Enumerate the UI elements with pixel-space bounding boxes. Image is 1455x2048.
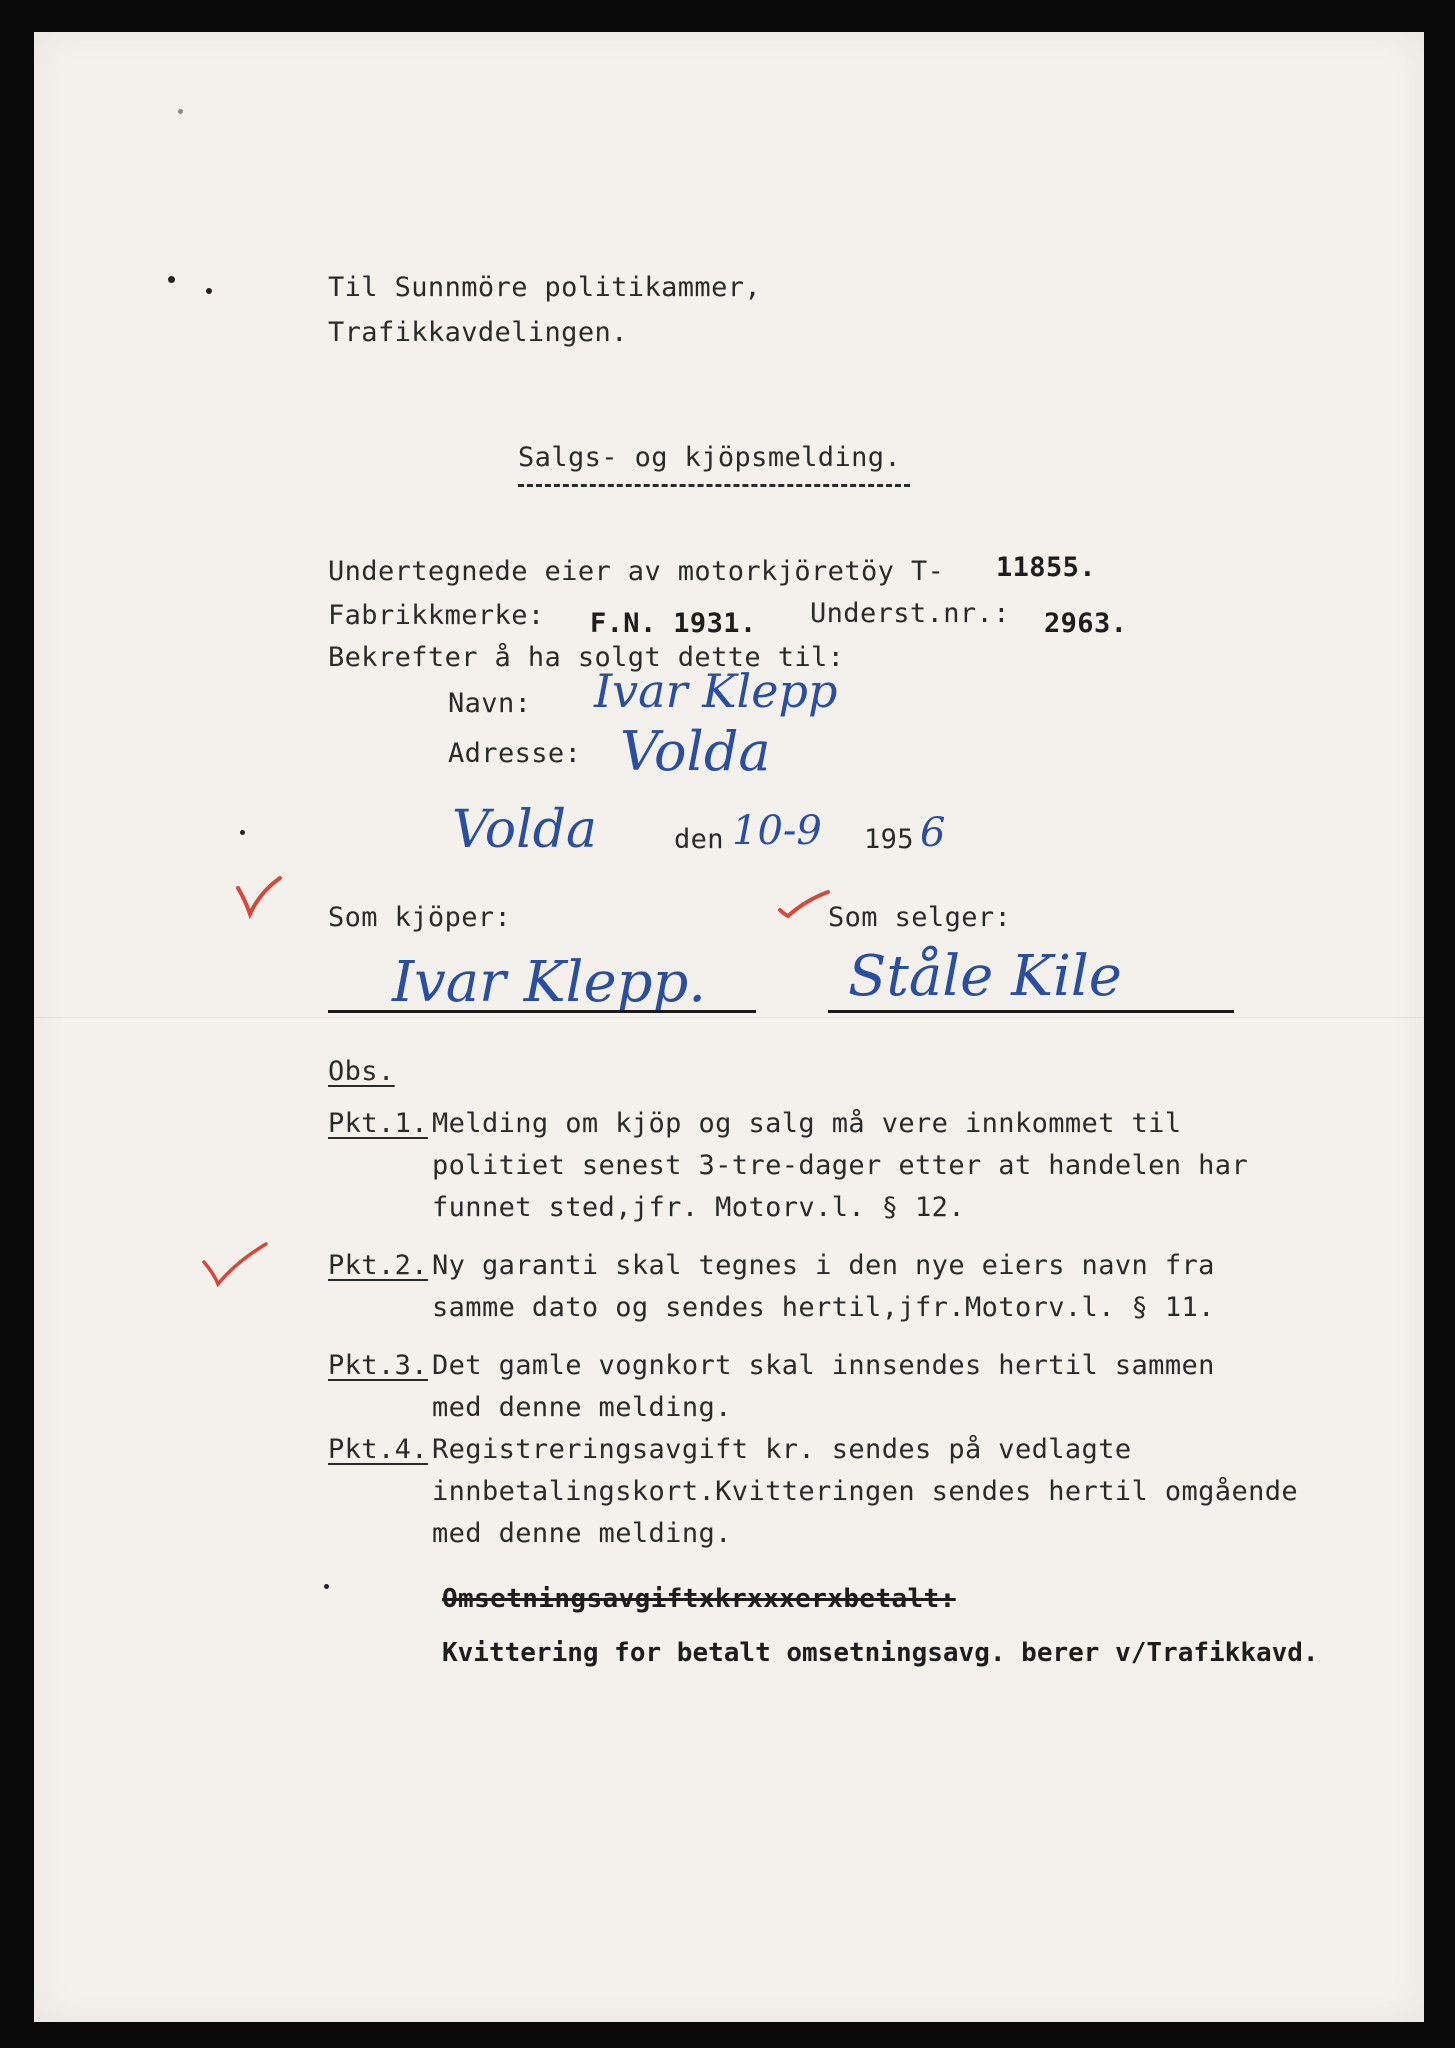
note-2-label: Pkt.2.	[328, 1250, 428, 1281]
note-4-line: med denne melding.	[432, 1518, 732, 1549]
recipient-line-2: Trafikkavdelingen.	[328, 317, 628, 348]
registration-number: 11855.	[996, 552, 1096, 583]
note-3-line: Det gamle vognkort skal innsendes hertil sammen	[432, 1350, 1215, 1381]
date-handwritten: 10-9	[732, 808, 822, 854]
ink-speck	[206, 288, 212, 294]
chassis-label: Underst.nr.:	[810, 598, 1010, 629]
note-1-label: Pkt.1.	[328, 1108, 428, 1139]
year-typed: 195	[864, 824, 914, 855]
seller-signature-label: Som selger:	[828, 902, 1012, 933]
note-1-line: Melding om kjöp og salg må vere innkommet til	[432, 1108, 1182, 1139]
buyer-signature-line	[328, 1010, 756, 1013]
seller-signature-line	[828, 1010, 1234, 1013]
note-3-label: Pkt.3.	[328, 1350, 428, 1381]
year-last-digit-handwritten: 6	[920, 810, 946, 856]
note-4-line: innbetalingskort.Kvitteringen sendes hertil omgående	[432, 1476, 1299, 1507]
ink-speck	[240, 830, 245, 835]
owner-label: Undertegnede eier av motorkjöretöy T-	[328, 556, 945, 587]
note-4-line: Registreringsavgift kr. sendes på vedlagte	[432, 1434, 1132, 1465]
title-underline	[518, 484, 910, 487]
ink-speck	[324, 1584, 329, 1589]
ink-speck	[168, 276, 175, 283]
note-1-line: funnet sted,jfr. Motorv.l. § 12.	[432, 1192, 965, 1223]
confirm-sold-line: Bekrefter å ha solgt dette til:	[328, 642, 845, 673]
fold-line	[34, 1017, 1424, 1018]
buyer-name-handwritten: Ivar Klepp	[594, 664, 838, 718]
obs-heading: Obs.	[328, 1056, 395, 1087]
red-check-mark-icon	[200, 1240, 270, 1288]
place-handwritten: Volda	[452, 800, 598, 860]
note-3-line: med denne melding.	[432, 1392, 732, 1423]
document-title: Salgs- og kjöpsmelding.	[518, 442, 902, 473]
chassis-value: 2963.	[1044, 608, 1128, 639]
receipt-note: Kvittering for betalt omsetningsavg. berer v/Trafikkavd.	[442, 1638, 1319, 1668]
note-2-line: Ny garanti skal tegnes i den nye eiers navn fra	[432, 1250, 1215, 1281]
seller-signature: Ståle Kile	[848, 944, 1122, 1009]
make-value: F.N. 1931.	[590, 608, 757, 639]
note-2-line: samme dato og sendes hertil,jfr.Motorv.l. § 11.	[432, 1292, 1215, 1323]
document-page	[34, 32, 1424, 2022]
red-check-mark-icon	[234, 872, 284, 922]
buyer-name-label: Navn:	[448, 688, 532, 719]
make-label: Fabrikkmerke:	[328, 600, 545, 631]
buyer-signature-label: Som kjöper:	[328, 902, 512, 933]
date-label: den	[674, 824, 724, 855]
note-1-line: politiet senest 3-tre-dager etter at handelen har	[432, 1150, 1249, 1181]
red-check-mark-icon	[776, 888, 832, 918]
ink-speck	[178, 109, 183, 114]
buyer-address-label: Adresse:	[448, 738, 582, 769]
buyer-address-handwritten: Volda	[620, 720, 771, 783]
note-4-label: Pkt.4.	[328, 1434, 428, 1465]
buyer-signature: Ivar Klepp.	[392, 950, 707, 1015]
struck-out-line: Omsetningsavgiftxkrxxxerxbetalt:	[442, 1584, 956, 1614]
recipient-line-1: Til Sunnmöre politikammer,	[328, 272, 762, 303]
